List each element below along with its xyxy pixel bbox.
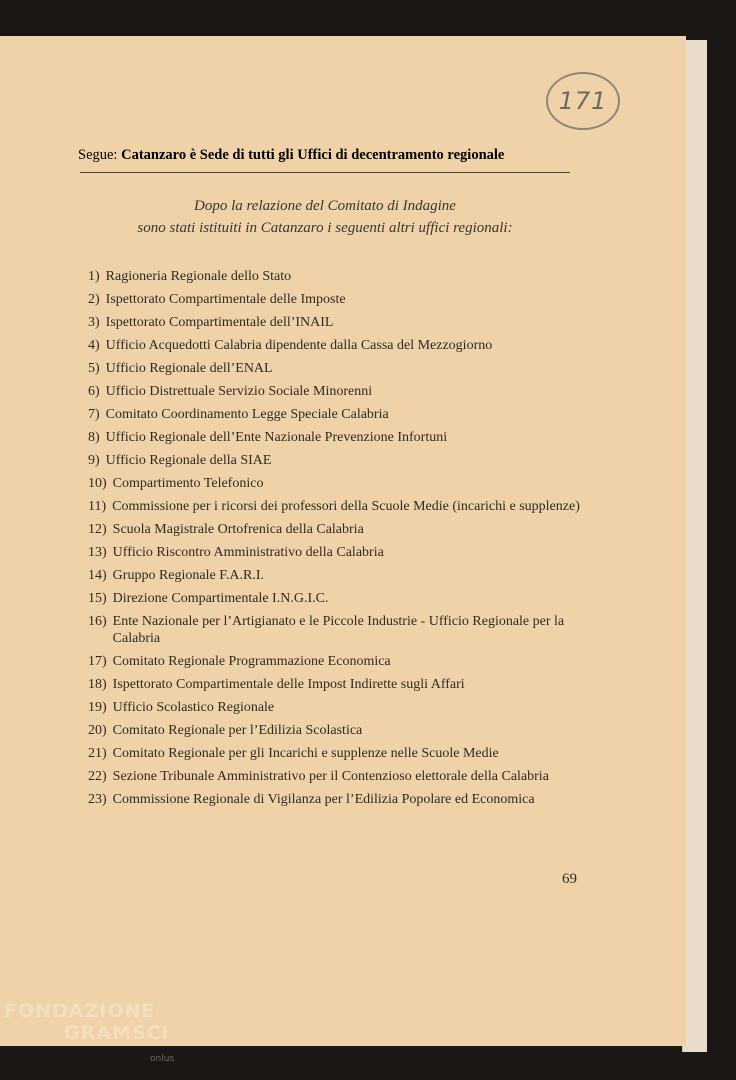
list-item-number: 16) — [88, 614, 107, 629]
list-item — [88, 291, 580, 308]
list-item — [88, 653, 580, 670]
list-item — [88, 268, 580, 285]
watermark-logo — [4, 1000, 175, 1064]
list-item — [88, 383, 580, 400]
list-item — [88, 745, 580, 762]
list-item-text: Ragioneria Regionale dello Stato — [105, 269, 292, 284]
page-number: 69 — [562, 871, 577, 887]
list-item-text: Comitato Regionale per gli Incarichi e supplenze nelle Scuole Medie — [112, 746, 499, 761]
list-item-text: Ufficio Regionale della SIAE — [105, 453, 272, 468]
list-item-text: Ufficio Distrettuale Servizio Sociale Minorenni — [105, 384, 373, 399]
archive-number-stamp — [546, 72, 620, 130]
list-item-text: Comitato Regionale Programmazione Economica — [112, 654, 391, 669]
list-item — [88, 791, 580, 808]
list-item-text: Ispettorato Compartimentale dell’INAIL — [105, 315, 334, 330]
office-list — [88, 268, 580, 814]
intro-paragraph — [60, 195, 590, 239]
list-item-number: 2) — [88, 292, 100, 307]
list-item-text: Sezione Tribunale Amministrativo per il Contenzioso elettorale della Calabria — [112, 769, 549, 784]
list-item-text: Ente Nazionale per l’Artigianato e le Piccole Industrie - Ufficio Regionale per la Calabria — [112, 614, 565, 646]
list-item-number: 20) — [88, 723, 107, 738]
list-item-number: 11) — [88, 499, 107, 514]
list-item-number: 23) — [88, 792, 107, 807]
list-item — [88, 722, 580, 739]
watermark-line-1: FONDAZIONE — [4, 1000, 156, 1022]
list-item-text: Ispettorato Compartimentale delle Impost Indirette sugli Affari — [112, 677, 465, 692]
intro-line-1: Dopo la relazione del Comitato di Indagine — [194, 198, 456, 214]
list-item — [88, 314, 580, 331]
list-item-number: 4) — [88, 338, 100, 353]
watermark-sub: onlus — [150, 1054, 175, 1064]
list-item-number: 12) — [88, 522, 107, 537]
list-item-text: Ufficio Scolastico Regionale — [112, 700, 275, 715]
list-item — [88, 590, 580, 607]
list-item — [88, 360, 580, 377]
list-item-number: 21) — [88, 746, 107, 761]
list-item-number: 9) — [88, 453, 100, 468]
list-item-number: 5) — [88, 361, 100, 376]
list-item-number: 3) — [88, 315, 100, 330]
archive-number: 171 — [558, 87, 608, 115]
list-item — [88, 337, 580, 354]
list-item-text: Ufficio Regionale dell’Ente Nazionale Prevenzione Infortuni — [105, 430, 448, 445]
list-item-number: 14) — [88, 568, 107, 583]
list-item-number: 19) — [88, 700, 107, 715]
list-item-text: Ufficio Riscontro Amministrativo della Calabria — [112, 545, 384, 560]
list-item — [88, 475, 580, 492]
list-item — [88, 406, 580, 423]
list-item — [88, 498, 580, 515]
header-title: Catanzaro è Sede di tutti gli Uffici di decentramento regionale — [121, 147, 505, 163]
list-item-text: Compartimento Telefonico — [112, 476, 264, 491]
list-item — [88, 768, 580, 785]
list-item-text: Ufficio Regionale dell’ENAL — [105, 361, 273, 376]
list-item-text: Comitato Coordinamento Legge Speciale Calabria — [105, 407, 389, 422]
list-item-text: Comitato Regionale per l’Edilizia Scolastica — [112, 723, 363, 738]
list-item-number: 8) — [88, 430, 100, 445]
list-item-text: Ispettorato Compartimentale delle Imposte — [105, 292, 346, 307]
list-item — [88, 613, 580, 647]
list-item-text: Commissione per i ricorsi dei professori della Scuole Medie (incarichi e supplenze) — [112, 499, 580, 514]
list-item-text: Gruppo Regionale F.A.R.I. — [112, 568, 264, 583]
list-item-number: 10) — [88, 476, 107, 491]
list-item — [88, 452, 580, 469]
list-item-number: 6) — [88, 384, 100, 399]
list-item-number: 18) — [88, 677, 107, 692]
list-item — [88, 676, 580, 693]
list-item-number: 15) — [88, 591, 107, 606]
list-item — [88, 429, 580, 446]
list-item-text: Scuola Magistrale Ortofrenica della Calabria — [112, 522, 364, 537]
list-item-text: Commissione Regionale di Vigilanza per l’Edilizia Popolare ed Economica — [112, 792, 535, 807]
list-item — [88, 699, 580, 716]
list-item-number: 13) — [88, 545, 107, 560]
list-item — [88, 544, 580, 561]
list-item-text: Ufficio Acquedotti Calabria dipendente dalla Cassa del Mezzogiorno — [105, 338, 493, 353]
header-lead: Segue: — [78, 147, 118, 163]
watermark-line-2: GRAMSCI — [64, 1022, 170, 1044]
intro-line-2: sono stati istituiti in Catanzaro i seguenti altri uffici regionali: — [137, 220, 513, 236]
list-item-number: 22) — [88, 769, 107, 784]
list-item-number: 1) — [88, 269, 100, 284]
list-item — [88, 567, 580, 584]
header-rule — [80, 172, 570, 173]
page-header — [78, 147, 570, 164]
list-item-text: Direzione Compartimentale I.N.G.I.C. — [112, 591, 329, 606]
list-item — [88, 521, 580, 538]
list-item-number: 17) — [88, 654, 107, 669]
list-item-number: 7) — [88, 407, 100, 422]
